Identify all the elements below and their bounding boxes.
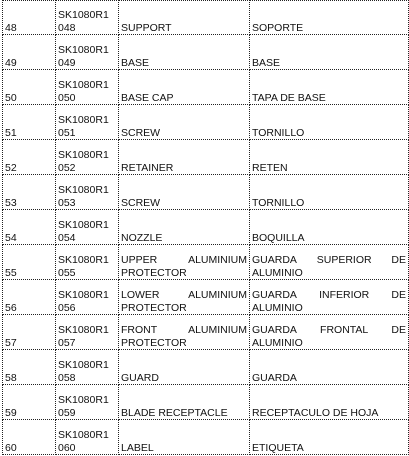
part-code-prefix: SK1080R1	[58, 359, 109, 371]
part-code-prefix: SK1080R1	[58, 9, 109, 21]
table-row	[3, 245, 409, 280]
description-line: BOQUILLA	[252, 231, 305, 244]
part-code-suffix: 051	[58, 126, 76, 139]
description-spanish-cell	[250, 315, 409, 350]
description-line: RETEN	[252, 161, 288, 174]
item-number-cell: 55	[3, 245, 56, 280]
description-spanish-cell	[250, 140, 409, 175]
part-code-cell	[56, 385, 119, 420]
description-english-cell	[119, 1, 250, 35]
item-number-cell: 50	[3, 70, 56, 105]
description-line: FRONT ALUMINIUM	[121, 324, 247, 336]
description-line: RETAINER	[121, 161, 174, 174]
parts-table-body	[3, 1, 409, 455]
description-english-cell	[119, 385, 250, 420]
description-english-cell	[119, 350, 250, 385]
item-number-cell: 59	[3, 385, 56, 420]
description-spanish-cell	[250, 70, 409, 105]
description-line: UPPER ALUMINIUM	[121, 254, 247, 266]
item-number-cell: 57	[3, 315, 56, 350]
part-code-prefix: SK1080R1	[58, 44, 109, 56]
description-line: SCREW	[121, 126, 161, 139]
description-english-cell	[119, 245, 250, 280]
part-code-prefix: SK1080R1	[58, 394, 109, 406]
part-code-cell	[56, 280, 119, 315]
part-code-cell	[56, 420, 119, 455]
description-english-cell	[119, 210, 250, 245]
description-spanish-cell	[250, 35, 409, 70]
description-line: TORNILLO	[252, 196, 305, 209]
description-line: TORNILLO	[252, 126, 305, 139]
description-english-cell	[119, 175, 250, 210]
part-code-suffix: 053	[58, 196, 76, 209]
description-spanish-cell	[250, 210, 409, 245]
description-spanish-cell	[250, 1, 409, 35]
part-code-suffix: 052	[58, 161, 76, 174]
part-code-suffix: 054	[58, 231, 76, 244]
part-code-cell	[56, 70, 119, 105]
part-code-prefix: SK1080R1	[58, 114, 109, 126]
table-row	[3, 175, 409, 210]
description-line: RECEPTACULO DE HOJA	[252, 406, 379, 419]
description-line: BASE CAP	[121, 91, 174, 104]
description-line: PROTECTOR	[121, 301, 187, 314]
table-row	[3, 315, 409, 350]
table-row	[3, 350, 409, 385]
description-english-cell	[119, 420, 250, 455]
description-english-cell	[119, 140, 250, 175]
part-code-suffix: 055	[58, 266, 76, 279]
part-code-cell	[56, 245, 119, 280]
part-code-prefix: SK1080R1	[58, 149, 109, 161]
item-number-cell: 60	[3, 420, 56, 455]
description-line: TAPA DE BASE	[252, 91, 326, 104]
part-code-cell	[56, 315, 119, 350]
part-code-cell	[56, 350, 119, 385]
part-code-suffix: 058	[58, 371, 76, 384]
table-row	[3, 210, 409, 245]
item-number-cell: 52	[3, 140, 56, 175]
part-code-suffix: 059	[58, 406, 76, 419]
part-code-prefix: SK1080R1	[58, 254, 109, 266]
description-line: LOWER ALUMINIUM	[121, 289, 247, 301]
description-spanish-cell	[250, 420, 409, 455]
description-line: SOPORTE	[252, 21, 304, 34]
description-english-cell	[119, 70, 250, 105]
part-code-suffix: 050	[58, 91, 76, 104]
description-line: BASE	[121, 56, 150, 69]
description-line: ALUMINIO	[252, 301, 303, 314]
part-code-suffix: 049	[58, 56, 76, 69]
part-code-suffix: 060	[58, 441, 76, 454]
description-line: ALUMINIO	[252, 336, 303, 349]
description-line: GUARDA INFERIOR DE	[252, 289, 406, 301]
part-code-cell	[56, 1, 119, 35]
description-line: SCREW	[121, 196, 161, 209]
table-row	[3, 420, 409, 455]
description-spanish-cell	[250, 350, 409, 385]
description-spanish-cell	[250, 385, 409, 420]
description-english-cell	[119, 315, 250, 350]
item-number-cell: 54	[3, 210, 56, 245]
item-number-cell: 56	[3, 280, 56, 315]
part-code-prefix: SK1080R1	[58, 79, 109, 91]
description-line: GUARD	[121, 371, 159, 384]
description-line: PROTECTOR	[121, 336, 187, 349]
part-code-cell	[56, 210, 119, 245]
item-number-cell: 53	[3, 175, 56, 210]
item-number-cell: 58	[3, 350, 56, 385]
table-row	[3, 105, 409, 140]
part-code-cell	[56, 140, 119, 175]
description-line: NOZZLE	[121, 231, 163, 244]
part-code-cell	[56, 175, 119, 210]
description-line: ALUMINIO	[252, 266, 303, 279]
description-line: BLADE RECEPTACLE	[121, 406, 228, 419]
item-number-cell: 51	[3, 105, 56, 140]
description-line: GUARDA SUPERIOR DE	[252, 254, 406, 266]
description-english-cell	[119, 280, 250, 315]
part-code-cell	[56, 35, 119, 70]
part-code-prefix: SK1080R1	[58, 429, 109, 441]
part-code-suffix: 057	[58, 336, 76, 349]
table-row	[3, 280, 409, 315]
description-english-cell	[119, 105, 250, 140]
description-english-cell	[119, 35, 250, 70]
table-row	[3, 140, 409, 175]
part-code-suffix: 056	[58, 301, 76, 314]
parts-table	[2, 0, 409, 455]
part-code-cell	[56, 105, 119, 140]
item-number-cell: 49	[3, 35, 56, 70]
part-code-prefix: SK1080R1	[58, 324, 109, 336]
item-number-cell: 48	[3, 1, 56, 35]
description-line: BASE	[252, 56, 281, 69]
description-line: ETIQUETA	[252, 441, 304, 454]
description-line: LABEL	[121, 441, 154, 454]
description-line: SUPPORT	[121, 21, 172, 34]
description-spanish-cell	[250, 175, 409, 210]
description-line: PROTECTOR	[121, 266, 187, 279]
part-code-prefix: SK1080R1	[58, 289, 109, 301]
table-row	[3, 70, 409, 105]
part-code-suffix: 048	[58, 21, 76, 34]
description-line: GUARDA FRONTAL DE	[252, 324, 406, 336]
description-line: GUARDA	[252, 371, 297, 384]
description-spanish-cell	[250, 245, 409, 280]
description-spanish-cell	[250, 280, 409, 315]
part-code-prefix: SK1080R1	[58, 184, 109, 196]
part-code-prefix: SK1080R1	[58, 219, 109, 231]
table-row	[3, 35, 409, 70]
table-row	[3, 1, 409, 35]
description-spanish-cell	[250, 105, 409, 140]
table-row	[3, 385, 409, 420]
